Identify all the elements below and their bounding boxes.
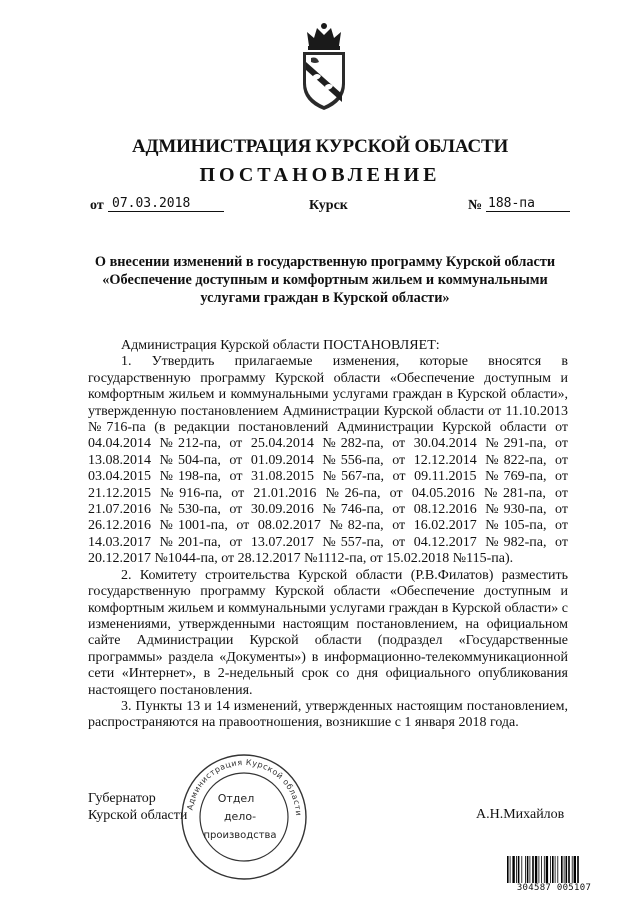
- paragraph-2: 2. Комитету строительства Курской области (Р.В.Филатов) разместить государственную программу Курской области «Обеспечение доступным и комфортным жильем и коммунальными услугами граждан в Курской области» с изменениями, утвержденными настоящим постановлением, на официальном сайте Администрации Курской области (подраздел «Государственные программы» раздела «Документы») в информационно-телекоммуникационной сети «Интернет», в 2-недельный срок со дня официального опубликования настоящего постановления.: [88, 567, 568, 698]
- barcode-bar: [566, 856, 568, 883]
- barcode-bar: [550, 856, 551, 883]
- barcode-bar: [512, 856, 514, 883]
- barcode-bar: [552, 856, 554, 883]
- barcode-bar: [525, 856, 526, 883]
- barcode-bar: [544, 856, 545, 883]
- date-number-line: [0, 196, 640, 218]
- document-type: ПОСТАНОВЛЕНИЕ: [199, 164, 441, 186]
- barcode-bar: [518, 856, 520, 883]
- barcode-number: 304587 005107: [516, 883, 592, 893]
- barcode-bar: [577, 856, 579, 883]
- number-label: №: [468, 198, 483, 213]
- stamp-outer-text: Администрация Курской области: [185, 757, 304, 817]
- stamp-line: дело-: [223, 810, 257, 823]
- barcode-bar: [532, 856, 534, 883]
- barcode: [506, 856, 602, 894]
- barcode-bar: [510, 856, 511, 883]
- barcode-bars: [506, 856, 602, 883]
- barcode-bar: [574, 856, 576, 883]
- barcode-bar: [557, 856, 558, 883]
- signatory-name: А.Н.Михайлов: [476, 807, 565, 822]
- barcode-bar: [541, 856, 542, 883]
- signature-position-line: Губернатор: [88, 791, 156, 806]
- svg-text:Администрация Курской области: [185, 758, 303, 817]
- barcode-bar: [546, 856, 548, 883]
- title-line: О внесении изменений в государственную программу Курской области: [94, 254, 556, 270]
- resolution-intro: Администрация Курской области ПОСТАНОВЛЯЕТ:: [121, 338, 440, 353]
- title-line: «Обеспечение доступным и комфортным жильем и коммунальными: [102, 272, 548, 288]
- barcode-bar: [539, 856, 540, 883]
- barcode-bar: [527, 856, 529, 883]
- paragraph-1: 1. Утвердить прилагаемые изменения, которые вносятся в государственную программу Курской области «Обеспечение доступным и комфортным жильем и коммунальными услугами граждан в Курской области», утвержденную постановлением Администрации Курской области от 11.10.2013 №716-па (в редакции постановлений Администрации Курской области от 04.04.2014 №212-па, от 25.04.2014 №282-па, от 30.04.2014 №291-па, от 13.08.2014 №504-па, от 01.09.2014 №556-па, от 12.12.2014 №822-па, от 03.04.2015 №198-па, от 31.08.2015 №567-па, от 09.11.2015 №769-па, от 21.12.2015 №916-па, от 21.01.2016 №26-па, от 04.05.2016 №281-па, от 21.07.2016 №530-па, от 30.09.2016 №746-па, от 08.12.2016 №930-па, от 26.12.2016 №1001-па, от 08.02.2017 №82-па, от 16.02.2017 №105-па, от 14.03.2017 №201-па, от 13.07.2017 №557-па, от 04.12.2017 №982-па, от 20.12.2017 №1044-па, от 28.12.2017 №1112-па, от 15.02.2018 №115-па).: [88, 354, 568, 567]
- signature-position: [88, 790, 187, 824]
- barcode-bar: [535, 856, 537, 883]
- barcode-bar: [530, 856, 531, 883]
- barcode-bar: [568, 856, 570, 883]
- barcode-bar: [555, 856, 556, 883]
- barcode-bar: [521, 856, 522, 883]
- barcode-bar: [572, 856, 573, 883]
- signature-position-line: Курской области: [88, 808, 188, 823]
- barcode-bar: [507, 856, 509, 883]
- city-name: Курск: [309, 198, 348, 213]
- document-title: [80, 253, 570, 307]
- document-body: [88, 338, 568, 732]
- organization-name: АДМИНИСТРАЦИЯ КУРСКОЙ ОБЛАСТИ: [131, 136, 509, 157]
- paragraph-3: 3. Пункты 13 и 14 изменений, утвержденных настоящим постановлением, распространяются на правоотношения, возникшие с 1 января 2018 года.: [88, 698, 568, 731]
- barcode-bar: [516, 856, 517, 883]
- title-line: услугами граждан в Курской области»: [200, 290, 450, 306]
- date-prefix: от: [90, 198, 104, 213]
- document-date: 07.03.2018: [108, 196, 224, 212]
- barcode-bar: [564, 856, 565, 883]
- stamp-line: Отдел: [217, 792, 255, 805]
- coat-of-arms-icon: [293, 22, 355, 112]
- stamp-line: производства: [203, 830, 277, 841]
- document-number: 188-па: [486, 196, 570, 212]
- office-stamp: [178, 752, 310, 882]
- barcode-bar: [561, 856, 563, 883]
